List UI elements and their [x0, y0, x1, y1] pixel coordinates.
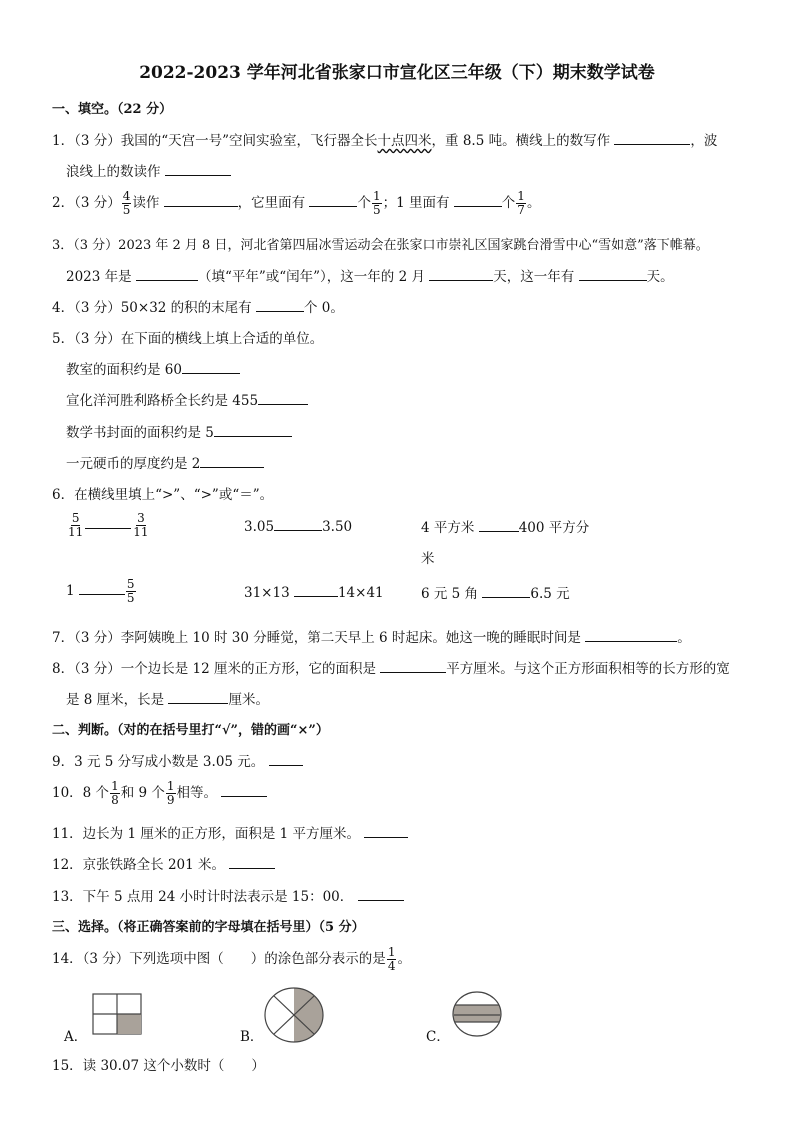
compare-item: 1 $\frac{5}{5}$ — [66, 577, 135, 605]
question-7: 7．（3 分）李阿姨晚上 10 时 30 分睡觉，第二天早上 6 时起床。她这一晚的睡眠时间是 。 — [52, 626, 691, 646]
option-b-label[interactable]: B． — [240, 1029, 264, 1045]
question-1-line1: 1．（3 分）我国的“天宫一号”空间实验室，飞行器全长十点四米，重 8.5 吨。横线上的数写作 ，波 — [52, 129, 717, 149]
answer-blank[interactable] — [309, 192, 357, 207]
page-title: 2022-2023 学年河北省张家口市宣化区三年级（下）期末数学试卷 — [139, 63, 655, 83]
option-b-figure[interactable] — [264, 987, 324, 1043]
fraction: $\frac{1}{8}$ — [111, 779, 119, 807]
fraction: $\frac{5}{11}$ — [68, 511, 84, 539]
fraction: $\frac{5}{5}$ — [126, 577, 135, 605]
question-13: 13．下午 5 点用 24 小时计时法表示是 15：00． — [52, 885, 404, 905]
answer-blank[interactable] — [585, 627, 677, 642]
fraction: $\frac{1}{5}$ — [372, 189, 381, 217]
section-fill-blank-heading: 一、填空。（22 分） — [52, 102, 173, 117]
section-choice-heading: 三、选择。（将正确答案前的字母填在括号里）（5 分） — [52, 920, 365, 935]
answer-blank[interactable] — [165, 161, 231, 176]
question-9: 9．3 元 5 分写成小数是 3.05 元。 — [52, 750, 303, 770]
answer-blank[interactable] — [454, 192, 502, 207]
answer-blank[interactable] — [269, 751, 303, 766]
answer-blank[interactable] — [136, 266, 198, 281]
section-judge-heading: 二、判断。（对的在括号里打“√”，错的画“×”） — [52, 723, 329, 738]
fraction: $\frac{1}{4}$ — [387, 945, 396, 973]
answer-blank[interactable] — [258, 390, 308, 405]
fraction: $\frac{1}{9}$ — [166, 779, 175, 807]
shaded-band — [452, 1005, 502, 1022]
question-14: 14．（3 分）下列选项中图（ ）的涂色部分表示的是 $\frac{1}{4}$ 。 — [52, 945, 411, 973]
answer-blank[interactable] — [200, 453, 264, 468]
compare-item: 6 元 5 角 6.5 元 — [421, 582, 570, 602]
question-5-stem: 5．（3 分）在下面的横线上填上合适的单位。 — [52, 331, 324, 347]
compare-item: 31×13 14×41 — [244, 582, 384, 601]
answer-blank[interactable] — [229, 854, 275, 869]
answer-blank[interactable] — [221, 782, 267, 797]
option-c-figure[interactable] — [452, 991, 502, 1037]
question-12: 12．京张铁路全长 201 米。 — [52, 853, 275, 873]
shaded-quarter — [117, 1014, 141, 1034]
answer-blank[interactable] — [364, 823, 408, 838]
question-1-line2: 浪线上的数读作 — [66, 160, 231, 180]
answer-blank[interactable] — [85, 514, 131, 529]
question-2: 2．（3 分） $\frac{4}{5}$ 读作 ，它里面有 个 $\frac{1}{5}$ ；1 里面有 个 $\frac{1}{7}$ 。 — [52, 189, 541, 217]
option-a-label[interactable]: A． — [64, 1029, 88, 1045]
answer-blank[interactable] — [380, 658, 446, 673]
question-8-line2: 是 8 厘米，长是 厘米。 — [66, 688, 269, 708]
answer-blank[interactable] — [79, 580, 125, 595]
answer-blank[interactable] — [429, 266, 493, 281]
question-4: 4．（3 分）50×32 的积的末尾有 个 0。 — [52, 296, 344, 316]
compare-item — [66, 512, 151, 539]
question-3-line1: 3．（3 分）2023 年 2 月 8 日，河北省第四届冰雪运动会在张家口市崇礼区国家跳台滑雪中心“雪如意”落下帷幕。 — [52, 238, 709, 253]
answer-blank[interactable] — [614, 130, 690, 145]
question-15: 15．读 30.07 这个小数时（ ） — [52, 1058, 265, 1074]
answer-blank[interactable] — [482, 583, 530, 598]
question-5-item: 数学书封面的面积约是 5 — [66, 421, 292, 441]
question-5-item: 宣化洋河胜利路桥全长约是 455 — [66, 389, 308, 409]
fraction: $\frac{3}{11}$ — [133, 511, 149, 539]
answer-blank[interactable] — [479, 517, 519, 532]
answer-blank[interactable] — [164, 192, 238, 207]
question-8-line1: 8．（3 分）一个边长是 12 厘米的正方形，它的面积是 平方厘米。与这个正方形面积相等的长方形的宽 — [52, 657, 730, 677]
wavy-number: 十点四米 — [377, 133, 432, 149]
compare-item: 3.05 3.50 — [244, 516, 352, 535]
option-c-label[interactable]: C． — [426, 1029, 450, 1045]
question-3-line2: 2023 年是 （填“平年”或“闰年”），这一年的 2 月 天，这一年有 天。 — [66, 265, 674, 285]
answer-blank[interactable] — [214, 422, 292, 437]
compare-item: 4 平方米 400 平方分 — [421, 516, 589, 536]
answer-blank[interactable] — [274, 516, 322, 531]
answer-blank[interactable] — [579, 266, 647, 281]
question-5-item: 教室的面积约是 60 — [66, 358, 240, 378]
answer-blank[interactable] — [358, 886, 404, 901]
question-11: 11．边长为 1 厘米的正方形，面积是 1 平方厘米。 — [52, 822, 408, 842]
question-10: 10．8 个 $\frac{1}{8}$ 和 9 个 $\frac{1}{9}$ 相等。 — [52, 780, 267, 807]
option-a-figure[interactable] — [92, 993, 142, 1035]
question-6-stem: 6．在横线里填上“>”、“>”或“＝”。 — [52, 487, 274, 503]
answer-blank[interactable] — [256, 297, 304, 312]
compare-item-wrap: 米 — [421, 551, 435, 567]
answer-blank[interactable] — [168, 689, 228, 704]
fraction: $\frac{4}{5}$ — [122, 189, 131, 217]
answer-blank[interactable] — [182, 359, 240, 374]
fraction: $\frac{1}{7}$ — [517, 189, 525, 217]
answer-blank[interactable] — [294, 582, 338, 597]
question-5-item: 一元硬币的厚度约是 2 — [66, 452, 264, 472]
